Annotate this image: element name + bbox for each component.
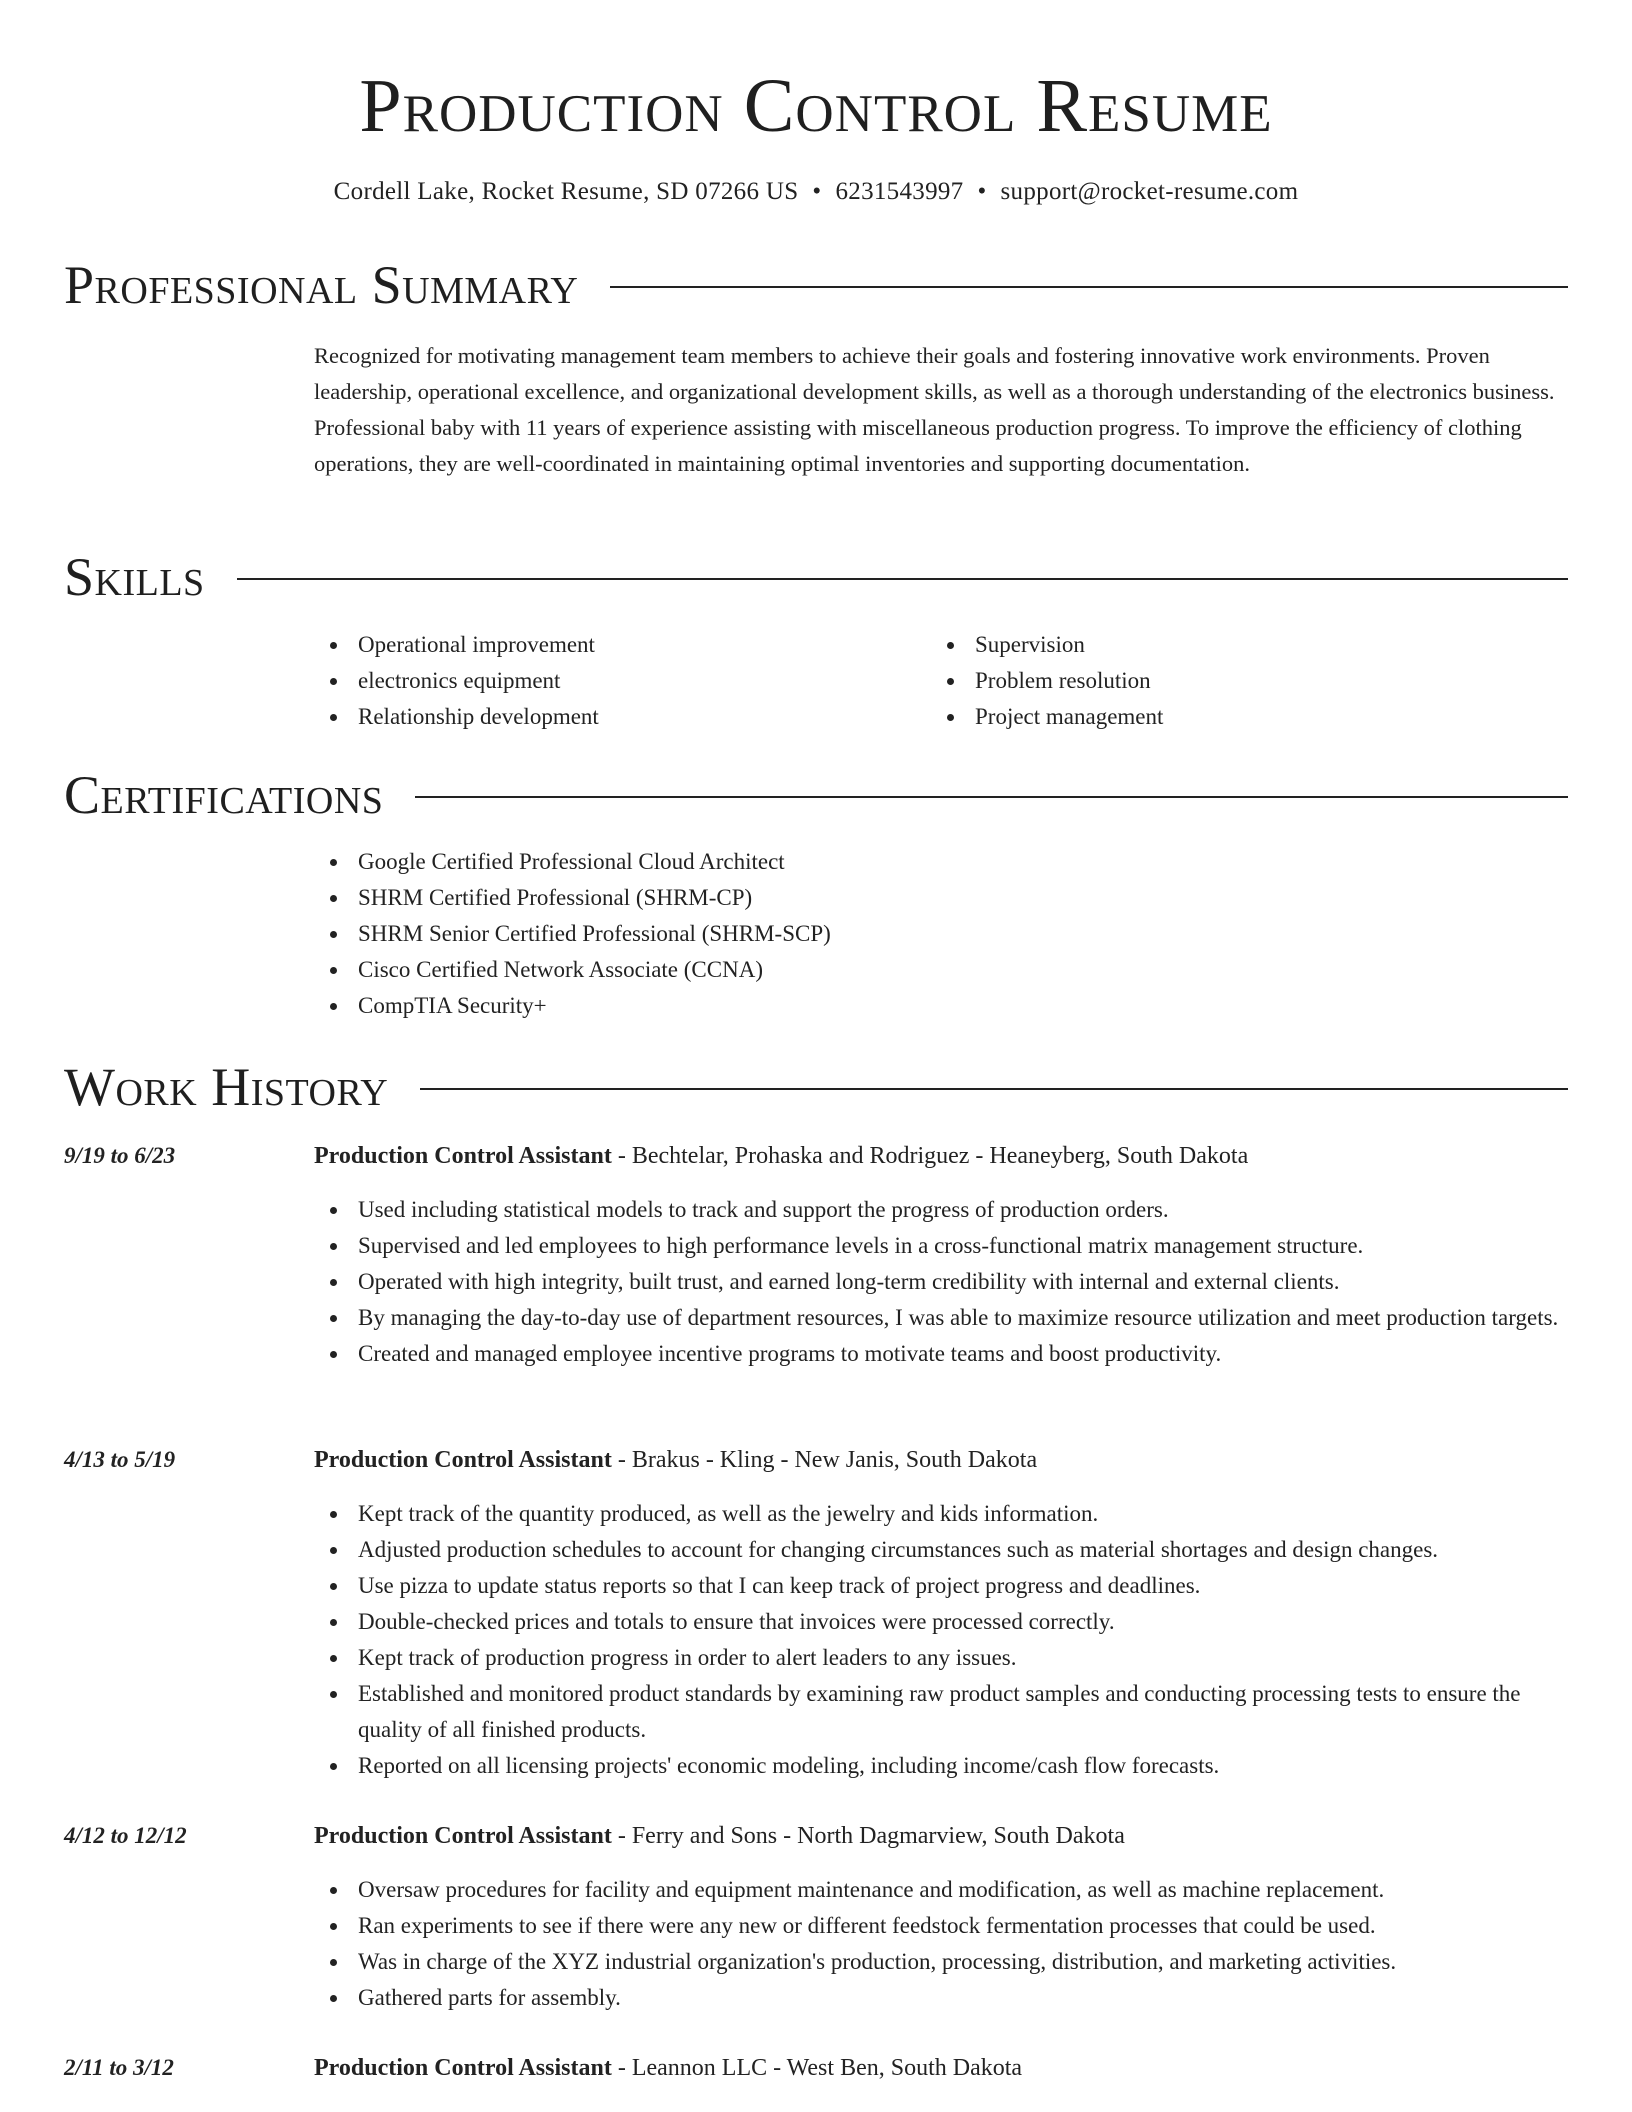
- job-employer-location: - Leannon LLC - West Ben, South Dakota: [611, 2055, 1023, 2081]
- job-duty-item: Double-checked prices and totals to ensure that invoices were processed correctly.: [314, 1604, 1574, 1640]
- job-employer-location: - Bechtelar, Prohaska and Rodriguez - Heaneyberg, South Dakota: [611, 1143, 1249, 1169]
- job-dates: 4/13 to 5/19: [64, 1447, 176, 1472]
- certifications-heading: Certifications: [64, 765, 384, 825]
- job-duty-item: Was in charge of the XYZ industrial organization's production, processing, distribution, and marketing activities.: [314, 1944, 1574, 1980]
- section-divider: [415, 796, 1568, 798]
- job-dates: 4/12 to 12/12: [64, 1823, 187, 1848]
- job-role: Production Control Assistant: [314, 1447, 612, 1473]
- contact-separator: •: [812, 178, 822, 205]
- job-duty-item: Adjusted production schedules to account for changing circumstances such as material shortages and design changes.: [314, 1532, 1574, 1568]
- job-duty-item: Established and monitored product standards by examining raw product samples and conducting processing tests to ensure the quality of all finished products.: [314, 1676, 1574, 1748]
- skill-item: Problem resolution: [931, 663, 1531, 699]
- skills-list-left: [314, 627, 914, 735]
- job-heading: [314, 1818, 1574, 1854]
- job-heading: [314, 2050, 1574, 2086]
- job-duty-item: By managing the day-to-day use of department resources, I was able to maximize resource utilization and meet production targets.: [314, 1300, 1574, 1336]
- section-divider: [237, 578, 1568, 580]
- job-duty-item: Gathered parts for assembly.: [314, 1980, 1574, 2016]
- job-duty-item: Reported on all licensing projects' economic modeling, including income/cash flow forecasts.: [314, 1748, 1574, 1784]
- job-dates: 2/11 to 3/12: [64, 2055, 174, 2080]
- job-duty-item: Created and managed employee incentive programs to motivate teams and boost productivity.: [314, 1336, 1574, 1372]
- job-duty-item: Used including statistical models to track and support the progress of production orders.: [314, 1192, 1574, 1228]
- contact-phone: 6231543997: [835, 178, 964, 205]
- summary-heading: Professional Summary: [64, 255, 579, 315]
- certification-item: CompTIA Security+: [314, 988, 1514, 1024]
- contact-email: support@rocket-resume.com: [1000, 178, 1299, 205]
- certification-item: Cisco Certified Network Associate (CCNA): [314, 952, 1514, 988]
- job-duty-item: Operated with high integrity, built trust, and earned long-term credibility with internal and external clients.: [314, 1264, 1574, 1300]
- certification-item: Google Certified Professional Cloud Architect: [314, 844, 1514, 880]
- job-duty-item: Ran experiments to see if there were any new or different feedstock fermentation processes that could be used.: [314, 1908, 1574, 1944]
- job-heading: [314, 1442, 1574, 1478]
- skill-item: Project management: [931, 699, 1531, 735]
- certifications-list: [314, 844, 1514, 1024]
- work-history-heading: Work History: [64, 1057, 389, 1117]
- job-heading: [314, 1138, 1574, 1174]
- section-divider: [610, 286, 1568, 288]
- skill-item: Relationship development: [314, 699, 914, 735]
- skill-item: Supervision: [931, 627, 1531, 663]
- job-duty-item: Kept track of production progress in order to alert leaders to any issues.: [314, 1640, 1574, 1676]
- job-role: Production Control Assistant: [314, 1823, 612, 1849]
- job-role: Production Control Assistant: [314, 2055, 612, 2081]
- job-employer-location: - Brakus - Kling - New Janis, South Dakota: [611, 1447, 1038, 1473]
- certification-item: SHRM Certified Professional (SHRM-CP): [314, 880, 1514, 916]
- skills-section-header: [64, 537, 1568, 617]
- section-divider: [420, 1088, 1568, 1090]
- contact-line: [0, 172, 1632, 212]
- skill-item: electronics equipment: [314, 663, 914, 699]
- skill-item: Operational improvement: [314, 627, 914, 663]
- job-employer-location: - Ferry and Sons - North Dagmarview, South Dakota: [611, 1823, 1125, 1849]
- job-duty-item: Kept track of the quantity produced, as well as the jewelry and kids information.: [314, 1496, 1574, 1532]
- job-duty-item: Supervised and led employees to high performance levels in a cross-functional matrix management structure.: [314, 1228, 1574, 1264]
- skills-list-right: [931, 627, 1531, 735]
- job-role: Production Control Assistant: [314, 1143, 612, 1169]
- summary-section-header: [64, 245, 1568, 325]
- job-dates: 9/19 to 6/23: [64, 1143, 176, 1168]
- job-duty-item: Use pizza to update status reports so that I can keep track of project progress and deadlines.: [314, 1568, 1574, 1604]
- job-duties-list: [314, 1496, 1574, 1784]
- job-duties-list: [314, 1192, 1574, 1372]
- job-duties-list: [314, 1872, 1574, 2016]
- skills-heading: Skills: [64, 547, 205, 607]
- work-history-section-header: [64, 1047, 1568, 1127]
- certification-item: SHRM Senior Certified Professional (SHRM-SCP): [314, 916, 1514, 952]
- summary-text: Recognized for motivating management team members to achieve their goals and fostering innovative work environments. Proven leadership, operational excellence, and organizational development skills, as well as a thorough understanding of the electronics business. Professional baby with 11 years of experience assisting with miscellaneous production progress. To improve the efficiency of clothing operations, they are well-coordinated in maintaining optimal inventories and supporting documentation.: [314, 343, 1555, 476]
- contact-address: Cordell Lake, Rocket Resume, SD 07266 US: [333, 178, 799, 205]
- certifications-section-header: [64, 755, 1568, 835]
- resume-title: Production Control Resume: [359, 64, 1273, 148]
- contact-separator: •: [977, 178, 987, 205]
- job-duty-item: Oversaw procedures for facility and equipment maintenance and modification, as well as machine replacement.: [314, 1872, 1574, 1908]
